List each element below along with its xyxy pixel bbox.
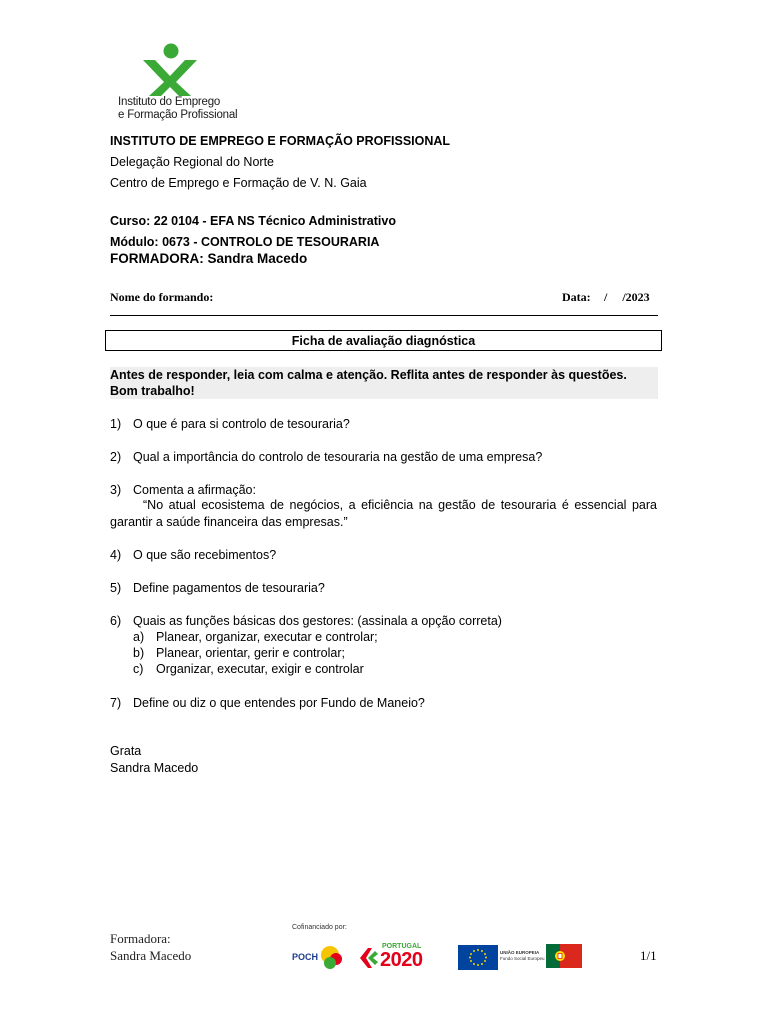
logo-line-2: e Formação Profissional — [118, 109, 238, 121]
question-text: Define ou diz o que entendes por Fundo de Maneio? — [133, 696, 425, 710]
intro-text: Antes de responder, leia com calma e atenção. Reflita antes de responder às questões. Bom trabalho! — [110, 367, 658, 399]
question-number: 3) — [110, 483, 122, 497]
question-text: Quais as funções básicas dos gestores: (assinala a opção correta) — [133, 614, 502, 628]
option-letter: b) — [133, 646, 145, 660]
student-name-label: Nome do formando: — [110, 290, 214, 304]
date-value: / /2023 — [604, 290, 650, 304]
closing-signature: Sandra Macedo — [110, 761, 199, 775]
question-text: Comenta a afirmação: — [133, 483, 256, 497]
date-label: Data: — [562, 290, 591, 304]
eu-text-line-1: UNIÃO EUROPEIA — [500, 950, 540, 955]
question-number: 4) — [110, 548, 122, 562]
eu-text-line-2: Fundo Social Europeu — [500, 956, 545, 961]
option-text: Planear, organizar, executar e controlar; — [156, 630, 378, 644]
logo-line-1: Instituto do Emprego — [118, 96, 221, 108]
option-b — [133, 645, 345, 661]
question-6 — [110, 613, 502, 629]
iefp-emblem-icon — [110, 40, 250, 96]
footer-trainer-label: Formadora: — [110, 931, 171, 946]
institution-name: INSTITUTO DE EMPREGO E FORMAÇÃO PROFISSIONAL — [110, 134, 451, 148]
option-letter: a) — [133, 630, 145, 644]
portugal-2020-logo — [358, 943, 444, 973]
option-text: Organizar, executar, exigir e controlar — [156, 662, 364, 676]
question-text: O que é para si controlo de tesouraria? — [133, 417, 350, 431]
eu-flag — [458, 945, 498, 970]
question-number: 5) — [110, 581, 122, 595]
eu-stars-icon — [458, 945, 498, 970]
question-7 — [110, 695, 425, 711]
portugal-2020-mark-icon — [358, 945, 380, 971]
question-text: Qual a importância do controlo de tesouraria na gestão de uma empresa? — [133, 450, 543, 464]
centre: Centro de Emprego e Formação de V. N. Gaia — [110, 176, 367, 190]
question-number: 6) — [110, 614, 122, 628]
delegation: Delegação Regional do Norte — [110, 155, 274, 169]
closing-thanks: Grata — [110, 744, 142, 758]
portugal-flag-icon — [546, 944, 582, 968]
footer-trainer-name: Sandra Macedo — [110, 948, 192, 963]
question-text: O que são recebimentos? — [133, 548, 277, 562]
trainer: FORMADORA: Sandra Macedo — [110, 251, 308, 266]
portugal-text: PORTUGAL — [382, 943, 422, 950]
divider — [110, 315, 658, 316]
course: Curso: 22 0104 - EFA NS Técnico Administrativo — [110, 214, 396, 228]
option-c — [133, 661, 364, 677]
portugal-flag — [546, 944, 582, 968]
logo-text — [118, 96, 237, 122]
page-title: Ficha de avaliação diagnóstica — [105, 330, 662, 351]
year-2020-text: 2020 — [380, 949, 423, 971]
question-2 — [110, 449, 542, 465]
option-a — [133, 629, 378, 645]
poch-logo — [292, 945, 344, 971]
footer-trainer — [110, 930, 191, 964]
module: Módulo: 0673 - CONTROLO DE TESOURARIA — [110, 235, 380, 249]
question-number: 1) — [110, 417, 122, 431]
question-3 — [110, 482, 256, 498]
question-text: Define pagamentos de tesouraria? — [133, 581, 325, 595]
option-text: Planear, orientar, gerir e controlar; — [156, 646, 345, 660]
question-5 — [110, 580, 325, 596]
poch-text: POCH — [292, 952, 319, 962]
option-letter: c) — [133, 662, 144, 676]
cofinanced-label: Cofinanciado por: — [292, 924, 347, 931]
question-4 — [110, 547, 276, 563]
page-number: 1/1 — [640, 948, 657, 963]
question-number: 2) — [110, 450, 122, 464]
quote-text: “No atual ecosistema de negócios, a eficiência na gestão de tesouraria é essencial para garantir a saúde financeira das empresas.” — [110, 498, 657, 529]
question-number: 7) — [110, 696, 122, 710]
question-1 — [110, 416, 350, 432]
eu-text — [500, 950, 545, 962]
